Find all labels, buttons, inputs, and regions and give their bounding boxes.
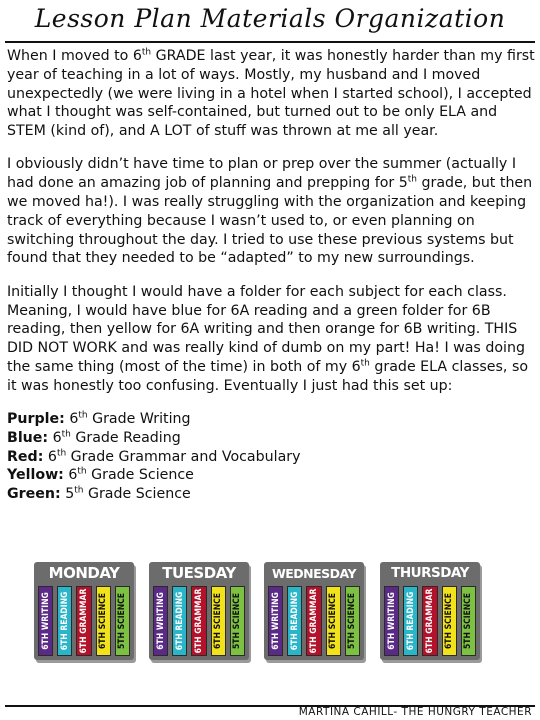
folder-grammar: 6TH GRAMMAR [76,586,91,656]
folder-science-6th: 6TH SCIENCE [96,586,111,656]
legend-item-purple: Purple: 6th Grade Writing [7,410,191,428]
folder-science-6th: 6TH SCIENCE [326,586,341,656]
folder-writing: 6TH WRITING [153,586,168,656]
folder-group [384,586,476,656]
folder-group [38,586,130,656]
page-title: Lesson Plan Materials Organization [34,4,506,33]
day-label: TUESDAY [162,564,236,582]
folder-group [153,586,245,656]
day-bin-monday [34,562,134,660]
folder-reading: 6TH READING [172,586,187,656]
folder-reading: 6TH READING [403,586,418,656]
folder-grammar: 6TH GRAMMAR [422,586,437,656]
legend-item-green: Green: 5th Grade Science [7,485,191,503]
folder-writing: 6TH WRITING [38,586,53,656]
folder-writing: 6TH WRITING [384,586,399,656]
folder-writing: 6TH WRITING [268,586,283,656]
legend-item-red: Red: 6th Grade Grammar and Vocabulary [7,447,301,465]
day-bin-tuesday [149,562,249,660]
day-label: MONDAY [48,564,120,582]
paragraph-2: I obviously didn’t have time to plan or prep over the summer (actually I had done an amazing job of planning and prepping for 5th grade, but then we moved ha!). I was really struggling with the organization and keeping track of everything because I wasn’t used to, or even planning on switching throughout the day. I tried to use these previous systems but found that they needed to be “adapted” to my new surroundings. [7,156,533,267]
day-label: WEDNESDAY [271,566,357,581]
folder-grammar: 6TH GRAMMAR [306,586,321,656]
legend-item-blue: Blue: 6th Grade Reading [7,429,181,446]
folder-group [268,586,360,656]
weekly-folder-illustration [34,562,504,662]
day-bin-thursday [380,562,480,660]
title-divider [5,41,535,43]
folder-reading: 6TH READING [287,586,302,656]
folder-science-6th: 6TH SCIENCE [442,586,457,656]
folder-science-6th: 6TH SCIENCE [211,586,226,656]
folder-science-5th: 5TH SCIENCE [230,586,245,656]
day-bin-wednesday [264,562,364,660]
footer-credit: MARTINA CAHILL- THE HUNGRY TEACHER [298,706,532,718]
folder-grammar: 6TH GRAMMAR [191,586,206,656]
folder-science-5th: 5TH SCIENCE [461,586,476,656]
paragraph-1: When I moved to 6th GRADE last year, it was honestly harder than my first year of teaching in a lot of ways. Mostly, my husband and I moved unexpectedly (we were living in a hotel when I started school), I accepted what I thought was self-contained, but turned out to be only ELA and STEM (kind of), and A LOT of stuff was thrown at me all year. [7,47,535,140]
color-legend [7,410,535,504]
folder-reading: 6TH READING [57,586,72,656]
article-body [7,47,535,504]
folder-science-5th: 5TH SCIENCE [115,586,130,656]
paragraph-3: Initially I thought I would have a folder for each subject for each class. Meaning, I would have blue for 6A reading and a green folder for 6B reading, then yellow for 6A writing and then orange for 6B writing. THIS DID NOT WORK and was really kind of dumb on my part! Ha! I was doing the same thing (most of the time) in both of my 6th grade ELA classes, so it was honestly too confusing. Eventually I just had this set up: [7,283,529,394]
folder-science-5th: 5TH SCIENCE [345,586,360,656]
legend-item-yellow: Yellow: 6th Grade Science [7,466,194,484]
day-label: THURSDAY [391,565,469,581]
